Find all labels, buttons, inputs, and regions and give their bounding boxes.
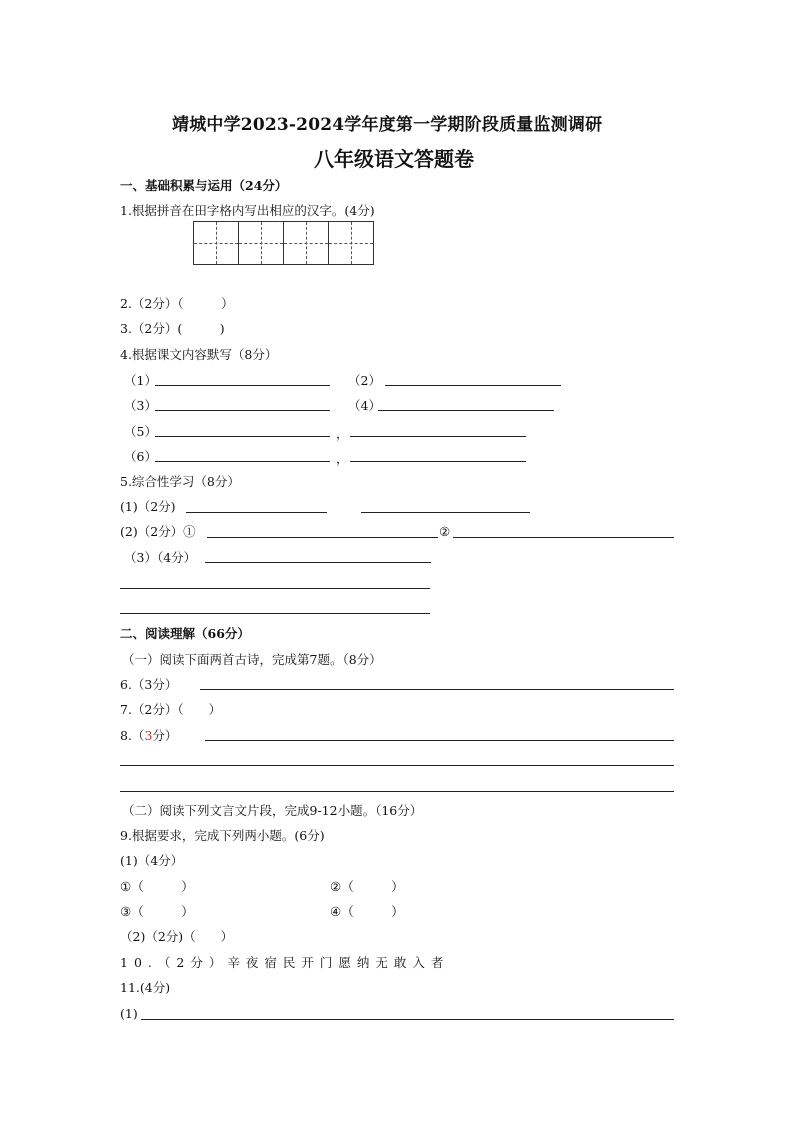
- answer-line[interactable]: [205, 740, 674, 741]
- answer-line[interactable]: [207, 537, 438, 538]
- answer-line[interactable]: [120, 588, 430, 589]
- answer-line[interactable]: [205, 562, 431, 563]
- answer-line[interactable]: [361, 512, 530, 513]
- comma: ，: [336, 426, 349, 441]
- q5-title: 5.综合性学习（8分）: [120, 474, 240, 489]
- tianzige-grid[interactable]: [193, 221, 374, 265]
- q9-blank-1[interactable]: ①（ ）: [120, 879, 194, 894]
- answer-line[interactable]: [378, 410, 554, 411]
- answer-line[interactable]: [453, 537, 674, 538]
- comma: ，: [336, 451, 349, 466]
- answer-line[interactable]: [200, 689, 674, 690]
- q7-label: 7.（2分）（ ）: [120, 702, 222, 717]
- q2-label: 2.（2分）（ ）: [120, 296, 234, 311]
- grid-cell[interactable]: [239, 222, 284, 264]
- answer-line[interactable]: [385, 385, 561, 386]
- answer-line[interactable]: [350, 436, 526, 437]
- q4-label-4: （4）: [348, 398, 381, 413]
- answer-line[interactable]: [141, 1019, 674, 1020]
- q9-part1-label: (1)（4分）: [120, 853, 184, 868]
- q10-label: 10.（2分）辛夜宿民开门愿纳无敢入者: [120, 955, 450, 970]
- q9-blank-4[interactable]: ④（ ）: [330, 904, 404, 919]
- q8-score: 3: [144, 728, 153, 743]
- answer-sheet-title: 八年级语文答题卷: [314, 147, 474, 171]
- section2-heading: 二、阅读理解（66分）: [120, 626, 250, 641]
- section1-heading: 一、基础积累与运用（24分）: [120, 178, 288, 193]
- q4-label-5: （5）: [124, 424, 157, 439]
- q9-blank-3[interactable]: ③（ ）: [120, 904, 194, 919]
- q4-label-6: （6）: [124, 449, 157, 464]
- q5-part3-label: （3）（4分）: [124, 550, 197, 565]
- answer-line[interactable]: [186, 512, 327, 513]
- q4-label-1: （1）: [124, 373, 157, 388]
- answer-line[interactable]: [155, 410, 330, 411]
- q1-label: 1.根据拼音在田字格内写出相应的汉字。(4分): [120, 203, 375, 218]
- q4-label-2: （2）: [348, 373, 381, 388]
- part1-instructions: （一）阅读下面两首古诗，完成第7题。（8分）: [122, 652, 382, 667]
- grid-cell[interactable]: [194, 222, 239, 264]
- q5-part1-label: (1)（2分): [120, 499, 176, 514]
- q11-part1-label: (1): [120, 1006, 138, 1021]
- circle-two-marker: ②: [439, 524, 451, 539]
- q5-part2-label: (2)（2分）①: [120, 524, 196, 539]
- q8-suffix: 分）: [152, 728, 178, 743]
- q9-part2-label: （2)（2分)（ ）: [120, 929, 234, 944]
- q8-label: [120, 728, 177, 744]
- answer-line[interactable]: [350, 461, 526, 462]
- answer-line[interactable]: [120, 765, 674, 766]
- q6-label: 6.（3分）: [120, 677, 178, 692]
- q4-label-3: （3）: [124, 398, 157, 413]
- answer-line[interactable]: [155, 436, 330, 437]
- part2-instructions: （二）阅读下列文言文片段，完成9-12小题。（16分）: [122, 803, 423, 818]
- grid-cell[interactable]: [329, 222, 373, 264]
- answer-line[interactable]: [155, 461, 330, 462]
- answer-line[interactable]: [120, 613, 430, 614]
- q9-blank-2[interactable]: ②（ ）: [330, 879, 404, 894]
- q4-title: 4.根据课文内容默写（8分）: [120, 347, 278, 362]
- answer-line[interactable]: [120, 791, 674, 792]
- q8-prefix: 8.（: [120, 728, 145, 743]
- q9-label: 9.根据要求，完成下列两小题。(6分): [120, 828, 325, 843]
- q3-label: 3.（2分）( ): [120, 321, 225, 336]
- exam-title: 靖城中学2023-2024学年度第一学期阶段质量监测调研: [172, 115, 603, 135]
- q11-label: 11.(4分): [120, 980, 171, 995]
- answer-line[interactable]: [155, 385, 330, 386]
- grid-cell[interactable]: [284, 222, 329, 264]
